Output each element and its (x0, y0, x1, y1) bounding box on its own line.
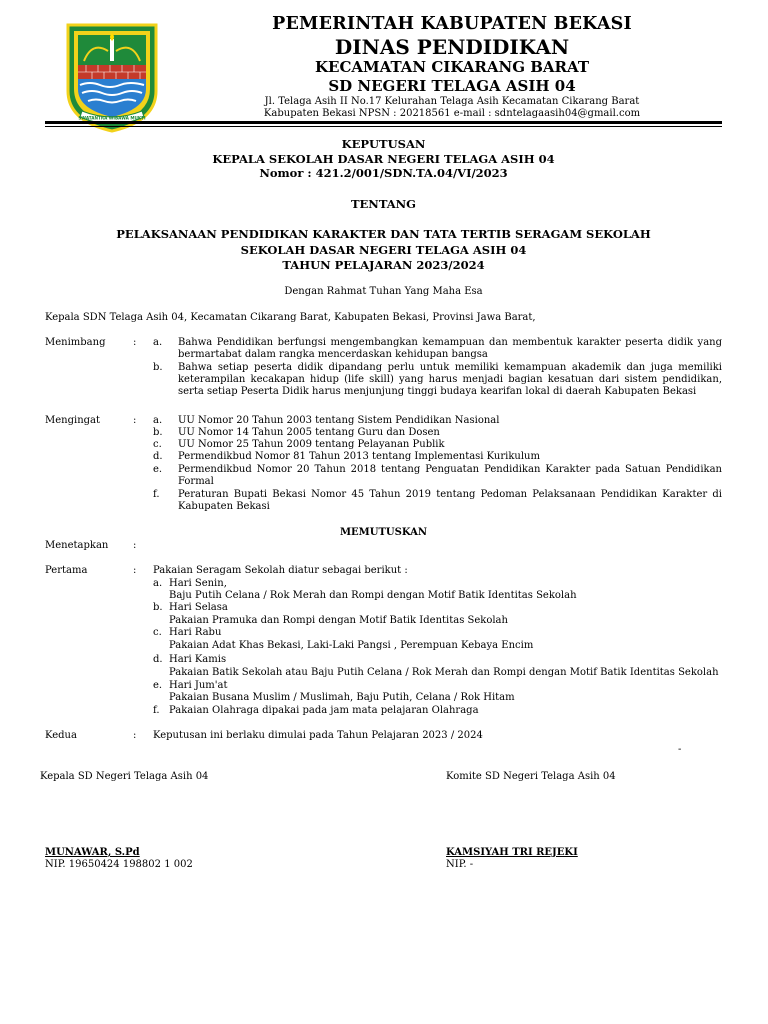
pertama-f-text: Pakaian Olahraga dipakai pada jam mata pelajaran Olahraga (169, 705, 479, 716)
rahmat-line: Dengan Rahmat Tuhan Yang Maha Esa (284, 286, 483, 297)
pertama-c-desc: Pakaian Adat Khas Bekasi, Laki-Laki Pangsi , Perempuan Kebaya Encim (169, 640, 534, 651)
pertama-b-letter: b. (153, 602, 163, 613)
pertama-e-desc: Pakaian Busana Muslim / Muslimah, Baju Putih, Celana / Rok Hitam (169, 692, 515, 703)
title-tentang: TENTANG (350, 197, 417, 211)
memutuskan-heading: MEMUTUSKAN (339, 527, 428, 538)
pertama-b-day: Hari Selasa (169, 602, 228, 613)
pertama-intro: Pakaian Seragam Sekolah diatur sebagai berikut : (153, 565, 408, 576)
pertama-e-day: Hari Jum'at (169, 680, 228, 691)
mengingat-c-text: UU Nomor 25 Tahun 2009 tentang Pelayanan Publik (178, 439, 445, 450)
header-district: KECAMATAN CIKARANG BARAT (314, 58, 589, 76)
mengingat-colon: : (133, 415, 137, 426)
kedua-colon: : (133, 730, 137, 741)
letterhead-rule-thin (45, 126, 722, 127)
mengingat-d-letter: d. (153, 451, 163, 462)
signature-left-name: MUNAWAR, S.Pd (45, 847, 140, 858)
stray-dash: - (678, 744, 682, 755)
menetapkan-colon: : (133, 540, 137, 551)
mengingat-f-letter: f. (153, 489, 160, 500)
header-department: DINAS PENDIDIKAN (334, 35, 570, 59)
header-school: SD NEGERI TELAGA ASIH 04 (328, 77, 576, 95)
signature-left-role: Kepala SD Negeri Telaga Asih 04 (40, 771, 209, 782)
mengingat-e-letter: e. (153, 464, 163, 475)
pertama-label: Pertama (45, 565, 88, 576)
kabupaten-bekasi-logo (64, 21, 160, 133)
letterhead-rule-thick (45, 121, 722, 124)
pertama-d-desc: Pakaian Batik Sekolah atau Baju Putih Celana / Rok Merah dan Rompi dengan Motif Batik Identitas Sekolah (169, 667, 719, 678)
opening-line: Kepala SDN Telaga Asih 04, Kecamatan Cikarang Barat, Kabupaten Bekasi, Provinsi Jawa Barat, (45, 312, 536, 323)
mengingat-a-letter: a. (153, 415, 163, 426)
menimbang-b-letter: b. (153, 362, 163, 373)
title-nomor: Nomor : 421.2/001/SDN.TA.04/VI/2023 (259, 166, 508, 180)
signature-right-name: KAMSIYAH TRI REJEKI (446, 847, 578, 858)
pertama-e-letter: e. (153, 680, 163, 691)
pertama-colon: : (133, 565, 137, 576)
header-government: PEMERINTAH KABUPATEN BEKASI (272, 14, 632, 34)
menetapkan-label: Menetapkan (45, 540, 109, 551)
mengingat-c-letter: c. (153, 439, 162, 450)
kedua-text: Keputusan ini berlaku dimulai pada Tahun Pelajaran 2023 / 2024 (153, 730, 483, 741)
title-keputusan: KEPUTUSAN (341, 137, 426, 151)
menimbang-label: Menimbang (45, 337, 106, 348)
pertama-f-letter: f. (153, 705, 160, 716)
mengingat-d-text: Permendikbud Nomor 81 Tahun 2013 tentang Implementasi Kurikulum (178, 451, 540, 462)
header-address: Jl. Telaga Asih II No.17 Kelurahan Telaga Asih Kecamatan Cikarang Barat (264, 96, 640, 107)
mengingat-label: Mengingat (45, 415, 101, 426)
header-contact: Kabupaten Bekasi NPSN : 20218561 e-mail : sdntelagaasih04@gmail.com (263, 108, 641, 119)
pertama-c-day: Hari Rabu (169, 627, 222, 638)
subject-line-3: TAHUN PELAJARAN 2023/2024 (282, 258, 485, 272)
menimbang-colon: : (133, 337, 137, 348)
mengingat-f-text: Peraturan Bupati Bekasi Nomor 45 Tahun 2019 tentang Pedoman Pelaksanaan Pendidikan Karakter di Kabupaten Bekasi (178, 489, 722, 513)
pertama-d-letter: d. (153, 654, 163, 665)
menimbang-b-text: Bahwa setiap peserta didik dipandang perlu untuk memiliki kemampuan akademik dan juga memiliki keterampilan kecakapan hidup (life skill) yang harus menjadi bagian kesatuan dari sistem pendidikan, serta setiap Peserta Didik harus menjunjung tinggi budaya kearifan lokal di daerah Kabupaten Bekasi (178, 362, 722, 398)
signature-right-role: Komite SD Negeri Telaga Asih 04 (446, 771, 616, 782)
title-kepala: KEPALA SEKOLAH DASAR NEGERI TELAGA ASIH 04 (212, 152, 555, 166)
subject-line-1: PELAKSANAAN PENDIDIKAN KARAKTER DAN TATA TERTIB SERAGAM SEKOLAH (116, 227, 651, 241)
logo-motto: SWATANTRA WIBAWA MUKTI (78, 115, 146, 121)
signature-right-nip: NIP. - (446, 859, 474, 870)
pertama-a-letter: a. (153, 578, 163, 589)
signature-left-nip: NIP. 19650424 198802 1 002 (45, 859, 193, 870)
mengingat-b-text: UU Nomor 14 Tahun 2005 tentang Guru dan Dosen (178, 427, 440, 438)
kedua-label: Kedua (45, 730, 77, 741)
subject-line-2: SEKOLAH DASAR NEGERI TELAGA ASIH 04 (240, 243, 527, 257)
pertama-a-day: Hari Senin, (169, 578, 227, 589)
menimbang-a-letter: a. (153, 337, 163, 348)
pertama-a-desc: Baju Putih Celana / Rok Merah dan Rompi dengan Motif Batik Identitas Sekolah (169, 590, 577, 601)
pertama-d-day: Hari Kamis (169, 654, 227, 665)
menimbang-a-text: Bahwa Pendidikan berfungsi mengembangkan kemampuan dan membentuk karakter peserta didik yang bermartabat dalam rangka mencerdaskan kehidupan bangsa (178, 337, 722, 361)
mengingat-e-text: Permendikbud Nomor 20 Tahun 2018 tentang Penguatan Pendidikan Karakter pada Satuan Pendidikan Formal (178, 464, 722, 488)
pertama-b-desc: Pakaian Pramuka dan Rompi dengan Motif Batik Identitas Sekolah (169, 615, 508, 626)
mengingat-b-letter: b. (153, 427, 163, 438)
pertama-c-letter: c. (153, 627, 162, 638)
mengingat-a-text: UU Nomor 20 Tahun 2003 tentang Sistem Pendidikan Nasional (178, 415, 500, 426)
